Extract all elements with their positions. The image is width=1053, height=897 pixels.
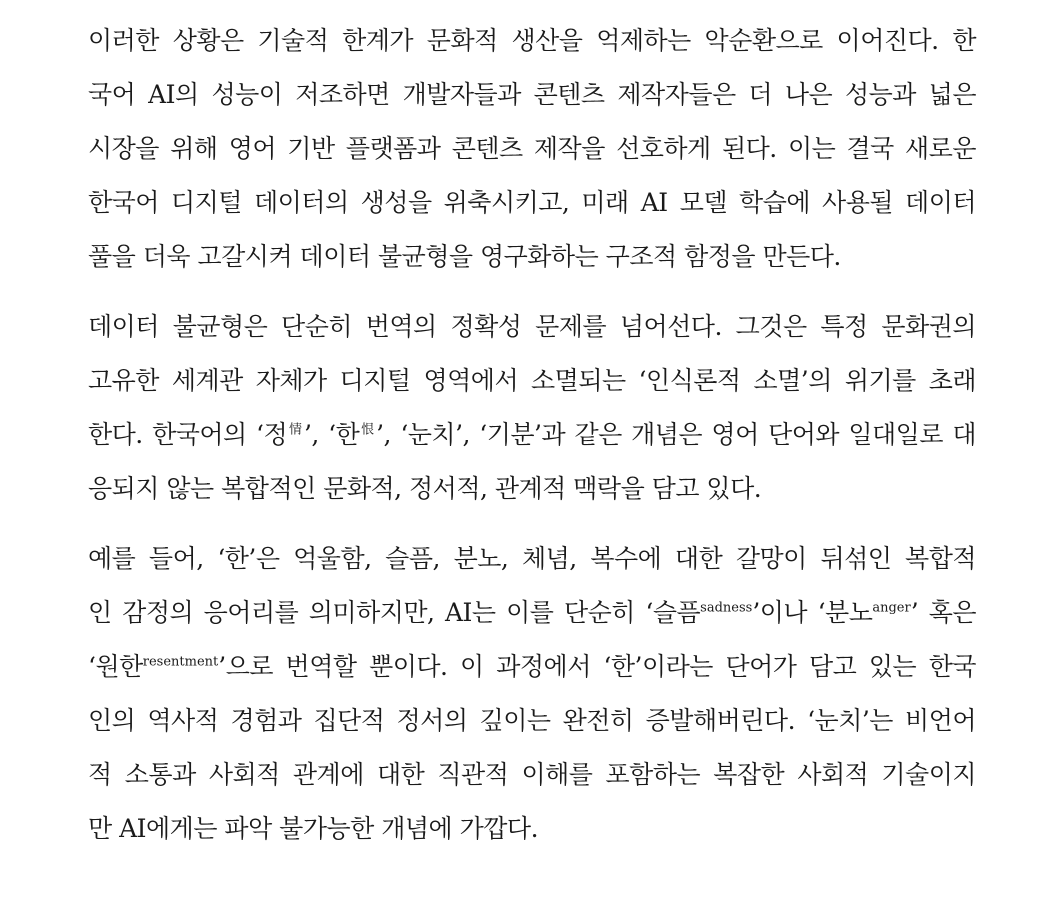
text-line bbox=[88, 14, 976, 68]
text-segment: 예를 들어, ‘한’은 억울함, 슬픔, 분노, 체념, 복수에 대한 갈망이 뒤섞인 복합적 bbox=[88, 544, 976, 573]
text-segment: ‘원한 bbox=[88, 652, 143, 681]
text-line bbox=[88, 748, 976, 802]
text-line bbox=[88, 122, 976, 176]
text-line bbox=[88, 802, 976, 856]
text-line bbox=[88, 462, 976, 516]
text-line bbox=[88, 300, 976, 354]
text-segment: ’, ‘눈치’, ‘기분’과 같은 개념은 영어 단어와 일대일로 대 bbox=[376, 420, 976, 449]
gloss-superscript: anger bbox=[872, 600, 911, 616]
text-segment: 국어 AI의 성능이 저조하면 개발자들과 콘텐츠 제작자들은 더 나은 성능과 넓은 bbox=[88, 80, 976, 109]
paragraph bbox=[88, 14, 976, 284]
text-segment: 풀을 더욱 고갈시켜 데이터 불균형을 영구화하는 구조적 함정을 만든다. bbox=[88, 242, 841, 271]
text-segment: 적 소통과 사회적 관계에 대한 직관적 이해를 포함하는 복잡한 사회적 기술이지 bbox=[88, 760, 976, 789]
document-body bbox=[88, 14, 976, 872]
text-line bbox=[88, 176, 976, 230]
text-segment: ’, ‘한 bbox=[303, 420, 360, 449]
text-line bbox=[88, 230, 976, 284]
paragraph bbox=[88, 532, 976, 856]
text-segment: 인 감정의 응어리를 의미하지만, AI는 이를 단순히 ‘슬픔 bbox=[88, 598, 701, 627]
text-line bbox=[88, 354, 976, 408]
text-segment: ’이나 ‘분노 bbox=[752, 598, 873, 627]
gloss-superscript: sadness bbox=[700, 600, 753, 616]
text-line bbox=[88, 408, 976, 462]
paragraph bbox=[88, 300, 976, 516]
text-segment: 데이터 불균형은 단순히 번역의 정확성 문제를 넘어선다. 그것은 특정 문화권의 bbox=[88, 312, 976, 341]
text-segment: 인의 역사적 경험과 집단적 정서의 깊이는 완전히 증발해버린다. ‘눈치’는 비언어 bbox=[88, 706, 976, 735]
text-line bbox=[88, 532, 976, 586]
text-line bbox=[88, 694, 976, 748]
text-segment: 시장을 위해 영어 기반 플랫폼과 콘텐츠 제작을 선호하게 된다. 이는 결국 새로운 bbox=[88, 134, 976, 163]
text-line bbox=[88, 640, 976, 694]
text-segment: 고유한 세계관 자체가 디지털 영역에서 소멸되는 ‘인식론적 소멸’의 위기를 초래 bbox=[88, 366, 976, 395]
text-segment: ’ 혹은 bbox=[910, 598, 976, 627]
text-segment: 한다. 한국어의 ‘정 bbox=[88, 420, 288, 449]
gloss-superscript: 恨 bbox=[359, 422, 377, 438]
gloss-superscript: resentment bbox=[142, 654, 219, 670]
text-segment: ’으로 번역할 뿐이다. 이 과정에서 ‘한’이라는 단어가 담고 있는 한국 bbox=[218, 652, 976, 681]
text-segment: 응되지 않는 복합적인 문화적, 정서적, 관계적 맥락을 담고 있다. bbox=[88, 474, 762, 503]
text-line bbox=[88, 586, 976, 640]
text-segment: 만 AI에게는 파악 불가능한 개념에 가깝다. bbox=[88, 814, 539, 843]
text-segment: 이러한 상황은 기술적 한계가 문화적 생산을 억제하는 악순환으로 이어진다. 한 bbox=[88, 26, 976, 55]
text-line bbox=[88, 68, 976, 122]
text-segment: 한국어 디지털 데이터의 생성을 위축시키고, 미래 AI 모델 학습에 사용될 데이터 bbox=[88, 188, 976, 217]
gloss-superscript: 情 bbox=[287, 422, 304, 438]
